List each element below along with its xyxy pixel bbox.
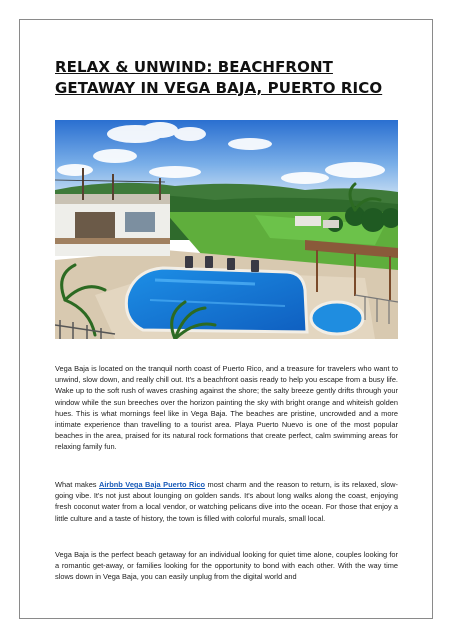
getaway-paragraph: Vega Baja is the perfect beach getaway for an individual looking for quiet time alone, couples looking for a romantic get-away, or families looking for the opportunity to bond with each other. With the way time slows down in Vega Baja, you can easily unplug from the digital world and bbox=[55, 550, 398, 582]
airbnb-vega-baja-link[interactable]: Airbnb Vega Baja Puerto Rico bbox=[99, 480, 206, 489]
document-title: RELAX & UNWIND: BEACHFRONT GETAWAY IN VEGA BAJA, PUERTO RICO bbox=[55, 58, 383, 97]
charm-paragraph bbox=[55, 479, 398, 524]
charm-text-start: What makes bbox=[55, 480, 99, 489]
charm-text-end: most charm and the reason to return, is its relaxed, slow-going vibe. It's not just about lounging on golden sands. It's about long walks along the coast, enjoying fresh coconut water from a local vendor, or watching pelicans dive into the ocean. For those that enjoy a little culture and a taste of history, the town is filled with colorful murals, small local. bbox=[55, 480, 398, 523]
intro-paragraph: Vega Baja is located on the tranquil north coast of Puerto Rico, and a treasure for travelers who want to unwind, slow down, and really chill out. It's a beachfront oasis ready to help you escape from a busy life. Wake up to the soft rush of waves crashing against the shore; the salty breeze gently drifts through your window while the sun breeches over the horizon painting the sky with bright orange and whiteish golden hues. This is what mornings feel like in Vega Baja. The beaches are pristine, uncrowded and a more intimate experience than travelling to a tourist area. Playa Puerto Nuevo is one of the most popular beaches in the area, praised for its natural rock formations that create perfect, calm swimming areas for relaxing family fun. bbox=[55, 364, 398, 452]
villa-pool-photo bbox=[55, 120, 398, 339]
